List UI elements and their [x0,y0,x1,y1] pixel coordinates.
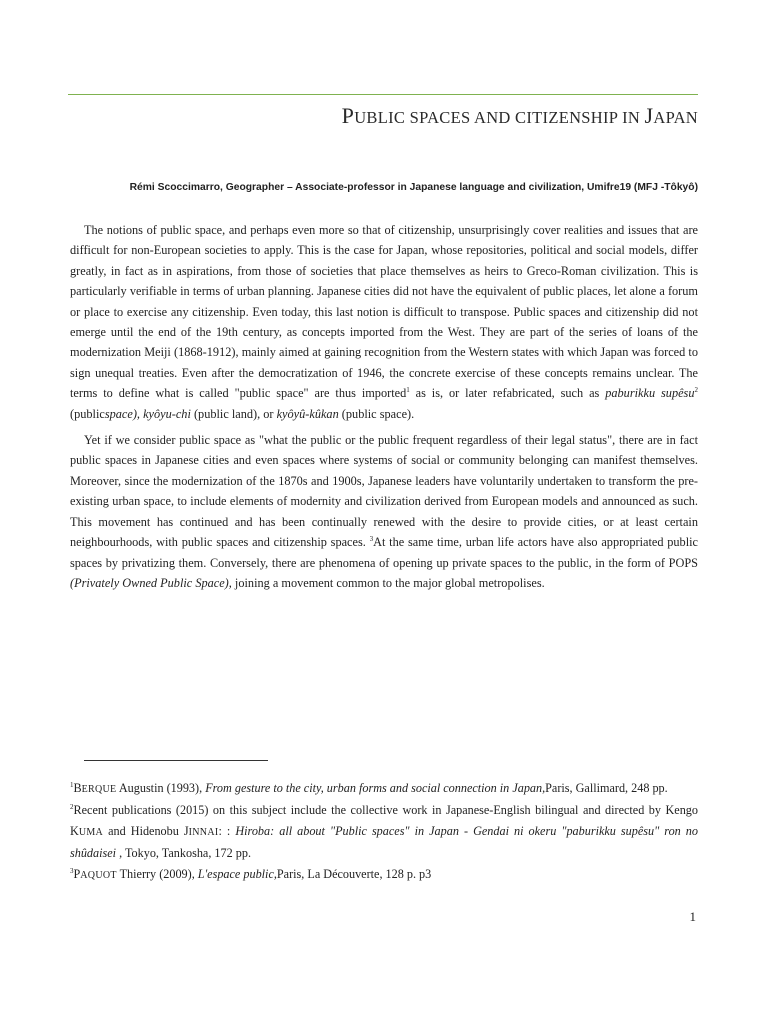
body-text [70,220,698,597]
footnotes [70,778,698,886]
author-line: Rémi Scoccimarro, Geographer – Associate-professor in Japanese language and civilization, Umifre19 (MFJ -Tôkyô) [129,182,698,193]
footnote-ref-2[interactable]: 2 [694,386,698,395]
header-rule [68,94,698,95]
paragraph-2: Yet if we consider public space as "what the public or the public frequent regardless of their legal status", there are in fact public spaces in Japanese cities and even spaces where systems of social or community belonging can manifest themselves. Moreover, since the modernization of the 1870s and 1900s, Japanese leaders have voluntarily undertaken to transform the pre-existing urban space, to include elements of modernity and civilization derived from European models and announced as such. This movement has continued and has been continually renewed with the desire to provide cities, or at least certain neighbourhoods, with public spaces and citizenship spaces. $^3$At the same time, urban life actors have also appropriated public spaces by privatizing them. Conversely, there are phenomena of opening up private spaces to the public, in the form of POPS (Privately Owned Public Space), joining a movement common to the major global metropolises. [70,433,698,590]
footnote-ref-1[interactable]: 1 [406,386,410,395]
footnote-1: $^1$BERQUE Augustin (1993), From gesture to the city, urban forms and social connection in Japan,Paris, Gallimard, 248 pp. [70,781,668,795]
footnote-separator [84,760,268,761]
document-title: PUBLIC SPACES AND CITIZENSHIP IN JAPAN [341,103,698,128]
paragraph-1: The notions of public space, and perhaps even more so that of citizenship, unsurprisingly cover realities and issues that are difficult for non-European societies to apply. This is the case for Japan, whose repositories, political and social models, differ greatly, in fact as in aspirations, from those of societies that place themselves as heirs to Greco-Roman civilization. This is particularly verifiable in terms of urban planning. Japanese cities did not have the equivalent of public places, let alone a forum or place to exercise any citizenship. Even today, this last notion is difficult to transpose. Public spaces and citizenship did not emerge until the end of the 19th century, as concepts imported from the West. They are part of the series of loans of the modernization Meiji (1868-1912), mainly aimed at gaining recognition from the Western states with which Japan was forced to sign unequal treaties. Even after the democratization of 1946, the concrete exercise of these concepts remains unclear. The terms to define what is called "public space" are thus imported$^1$ as is, or later refabricated, such as paburikku supêsu$^2$ (publicspace), kyôyu-chi (public land), or kyôyû-kûkan (public space). [70,223,698,421]
page-number: 1 [689,909,696,924]
footnote-3: $^3$PAQUOT Thierry (2009), L'espace public,Paris, La Découverte, 128 p. p3 [70,866,432,881]
footnote-ref-3[interactable]: 3 [369,535,374,544]
footnote-2: $^2$Recent publications (2015) on this subject include the collective work in Japanese-English bilingual and directed by Kengo KUMA and Hidenobu JINNAI: : Hiroba: all about "Public spaces" in Japan - Gendai ni okeru "paburikku supêsu" ron no shûdaisei , Tokyo, Tankosha, 172 pp. [70,803,698,861]
